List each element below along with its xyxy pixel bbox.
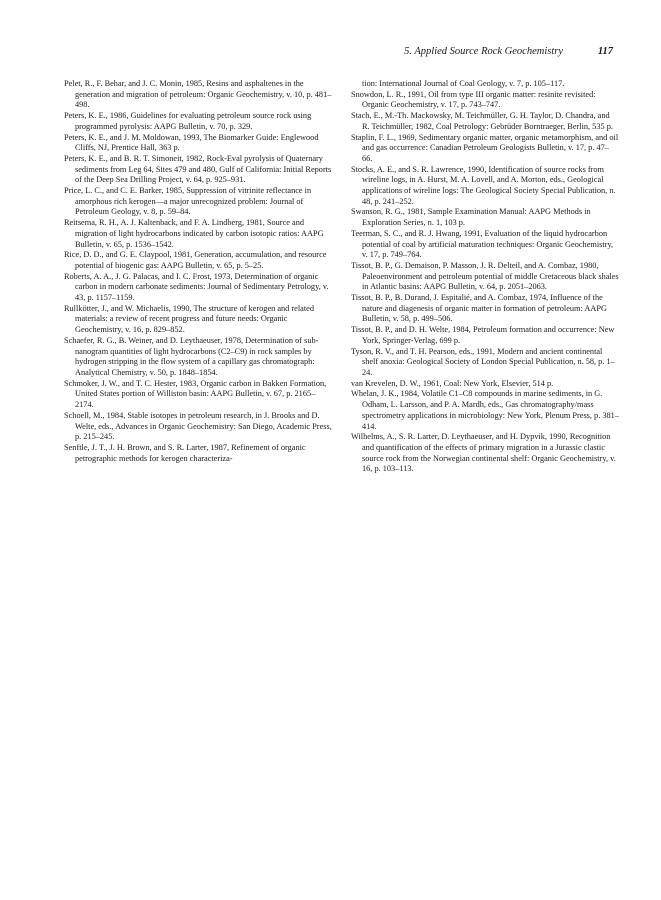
reference-entry: van Krevelen, D. W., 1961, Coal: New York, Elsevier, 514 p.: [351, 378, 554, 388]
reference-entry: Peters, K. E., and J. M. Moldowan, 1993, The Biomarker Guide: Englewood Cliffs, NJ, Prentice Hall, 363 p.: [64, 132, 319, 153]
page-header: [60, 46, 613, 62]
reference-entry: Swanson, R. G., 1981, Sample Examination Manual: AAPG Methods in Exploration Series, n. 1, 103 p.: [351, 207, 591, 228]
reference-entry: Tissot, B. P., G. Demaison, P. Masson, J. R. Delteil, and A. Combaz, 1980, Paleoenvironment and petroleum potential of middle Cretaceous black shales in Atlantic basins: AAPG Bulletin, v. 64, p. 2051–2063.: [351, 260, 619, 292]
reference-entry: Tissot, B. P., B. Durand, J. Espitalié, and A. Combaz, 1974, Influence of the nature and diagenesis of organic matter in formation of petroleum: AAPG Bulletin, v. 58, p. 499–506.: [351, 293, 608, 324]
reference-entry: Whelan, J. K., 1984, Volatile C1–C8 compounds in marine sediments, in G. Odham, L. Larsson, and P. A. Mardh, eds., Gas chromatography/mass spectrometry applications in microbiology: New York, Plenum Press, p. 381–414.: [351, 389, 619, 431]
reference-entry: Price, L. C., and C. E. Barker, 1985, Suppression of vitrinite reflectance in amorphous rich kerogen—a major unrecognized problem: Journal of Petroleum Geology, v. 8, p. 59–84.: [64, 186, 312, 217]
reference-entry: Rice, D. D., and G. E. Claypool, 1981, Generation, accumulation, and resource potential of biogenic gas: AAPG Bulletin, v. 65, p. 5–25.: [64, 250, 327, 270]
references-right-column: [351, 79, 619, 475]
reference-entry: Tissot, B. P., and D. H. Welte, 1984, Petroleum formation and occurrence: New York, Springer-Verlag, 699 p.: [351, 325, 615, 345]
reference-entry: Roberts, A. A., J. G. Palacas, and I. C. Frost, 1973, Determination of organic carbon in modern carbonate sediments: Journal of Sedimentary Petrology, v. 43, p. 1157–1159.: [64, 271, 329, 303]
reference-entry: Senftle, J. T., J. H. Brown, and S. R. Larter, 1987, Refinement of organic petrographic methods for kerogen characteriza-: [64, 442, 306, 463]
reference-entry: Schmoker, J. W., and T. C. Hester, 1983, Organic carbon in Bakken Formation, United States portion of Williston basin: AAPG Bulletin, v. 67, p. 2165–2174.: [64, 378, 327, 410]
reference-entry: Peters, K. E., and B. R. T. Simoneit, 1982, Rock-Eval pyrolysis of Quaternary sediments from Leg 64, Sites 479 and 480, Gulf of California: Initial Reports of the Deep Sea Drilling Project, v. 64, p. 925–931.: [64, 153, 332, 185]
reference-entry: Reitsema, R. H., A. J. Kaltenback, and F. A. Lindberg, 1981, Source and migration of light hydrocarbons indicated by carbon isotopic ratios: AAPG Bulletin, v. 65, p. 1536–1542.: [64, 218, 324, 249]
reference-entry: Pelet, R., F. Behar, and J. C. Monin, 1985, Resins and asphaltenes in the generation and migration of petroleum: Organic Geochemistry, v. 10, p. 481–498.: [64, 79, 332, 110]
reference-entry: Peters, K. E., 1986, Guidelines for evaluating petroleum source rock using programmed pyrolysis: AAPG Bulletin, v. 70, p. 329.: [64, 111, 312, 131]
running-title: 5. Applied Source Rock Geochemistry: [404, 46, 563, 57]
reference-entry: Stach, E., M.-Th. Mackowsky, M. Teichmüller, G. H. Taylor, D. Chandra, and R. Teichmüller, 1982, Coal Petrology: Gebrüder Borntraeger, Berlin, 535 p.: [351, 111, 613, 131]
reference-entry: Stocks, A. E., and S. R. Lawrence, 1990, Identification of source rocks from wireline logs, in A. Hurst, M. A. Lovell, and A. Morton, eds., Geological applications of wireline logs: The Geological Society Special Publication, n. 48, p. 241–252.: [351, 164, 616, 206]
reference-entry: Tyson, R. V., and T. H. Pearson, eds., 1991, Modern and ancient continental shelf anoxia: Geological Society of London Special Publication, n. 58, p. 1–24.: [351, 346, 615, 377]
page-number: 117: [597, 46, 613, 57]
reference-entry: Wilhelms, A., S. R. Larter, D. Leythaeuser, and H. Dypvik, 1990, Recognition and quantification of the effects of primary migration in a Jurassic clastic source rock from the Norwegian continental shelf: Organic Geochemistry, v. 16, p. 103–113.: [351, 432, 616, 474]
reference-entry: Schaefer, R. G., B. Weiner, and D. Leythaeuser, 1978, Determination of sub-nanogram quantities of light hydrocarbons (C2–C9) in rock samples by hydrogen stripping in the flow system of a capillary gas chromatograph: Analytical Chemistry, v. 50, p. 1848–1854.: [64, 335, 319, 377]
references-left-column: [64, 79, 332, 464]
reference-entry: Teerman, S. C., and R. J. Hwang, 1991, Evaluation of the liquid hydrocarbon potential of coal by artificial maturation techniques: Organic Geochemistry, v. 17, p. 749–764.: [351, 228, 614, 260]
reference-entry: Staplin, F. L., 1969, Sedimentary organic matter, organic metamorphism, and oil and gas occurrence: Canadian Petroleum Geologists Bulletin, v. 17, p. 47–66.: [351, 132, 619, 163]
reference-entry: Snowdon, L. R., 1991, Oil from type III organic matter: resinite revisited: Organic Geochemistry, v. 17, p. 743–747.: [351, 89, 596, 110]
reference-entry: Rullkötter, J., and W. Michaelis, 1990, The structure of kerogen and related materials: a review of recent progress and future needs: Organic Geochemistry, v. 16, p. 829–852.: [64, 303, 314, 335]
reference-continuation: tion: International Journal of Coal Geology, v. 7, p. 105–117.: [362, 79, 565, 88]
reference-entry: Schoell, M., 1984, Stable isotopes in petroleum research, in J. Brooks and D. Welte, eds., Advances in Organic Geochemistry: San Diego, Academic Press, p. 215–245.: [64, 410, 332, 442]
